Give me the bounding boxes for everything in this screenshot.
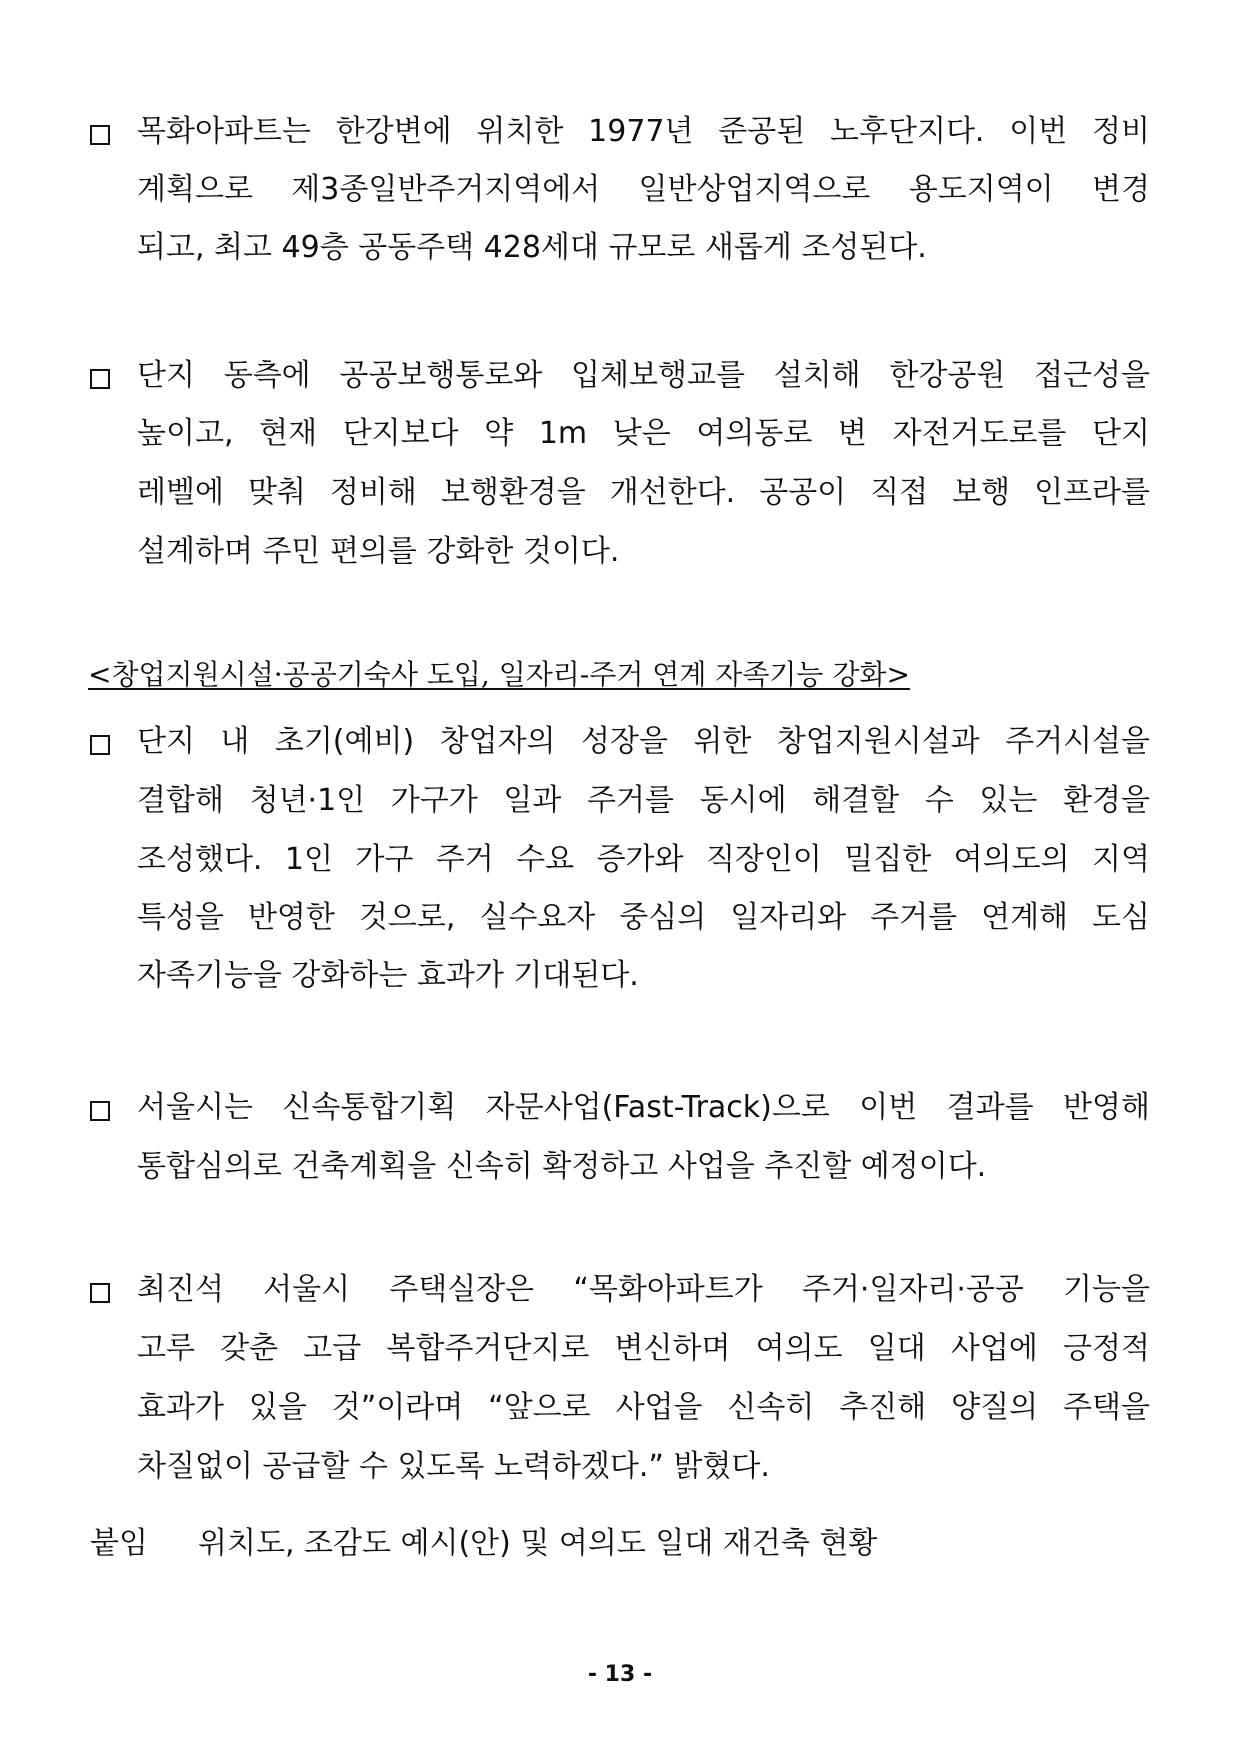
paragraph-line: 자족기능을 강화하는 효과가 기대된다. (137, 958, 639, 993)
page-number: - 13 - (587, 1662, 653, 1687)
paragraph-line: 계획으로 제3종일반주거지역에서 일반상업지역으로 용도지역이 변경 (137, 172, 1150, 207)
paragraph-line: 단지 내 초기(예비) 창업자의 성장을 위한 창업지원시설과 주거시설을 (137, 724, 1150, 759)
paragraph-line: 결합해 청년·1인 가구가 일과 주거를 동시에 해결할 수 있는 환경을 (137, 783, 1150, 818)
attachment-line (90, 1524, 877, 1564)
checkbox-bullet-icon (90, 1283, 110, 1303)
paragraph-line: 단지 동측에 공공보행통로와 입체보행교를 설치해 한강공원 접근성을 (137, 358, 1150, 393)
paragraph-line: 서울시는 신속통합기획 자문사업(Fast-Track)으로 이번 결과를 반영해 (137, 1090, 1150, 1125)
paragraph-line: 높이고, 현재 단지보다 약 1m 낮은 여의동로 변 자전거도로를 단지 (137, 416, 1150, 451)
checkbox-bullet-icon (90, 1101, 110, 1121)
checkbox-bullet-icon (90, 369, 110, 389)
paragraph-line: 효과가 있을 것”이라며 “앞으로 사업을 신속히 추진해 양질의 주택을 (137, 1390, 1150, 1425)
paragraph-line: 특성을 반영한 것으로, 실수요자 중심의 일자리와 주거를 연계해 도심 (137, 900, 1150, 935)
paragraph-line: 통합심의로 건축계획을 신속히 확정하고 사업을 추진할 예정이다. (137, 1149, 987, 1184)
paragraph-line: 목화아파트는 한강변에 위치한 1977년 준공된 노후단지다. 이번 정비 (137, 114, 1150, 149)
paragraph-line: 레벨에 맞춰 정비해 보행환경을 개선한다. 공공이 직접 보행 인프라를 (137, 475, 1150, 510)
attachment-text: 위치도, 조감도 예시(안) 및 여의도 일대 재건축 현황 (198, 1526, 878, 1561)
section-heading: <창업지원시설·공공기숙사 도입, 일자리-주거 연계 자족기능 강화> (88, 658, 910, 691)
checkbox-bullet-icon (90, 125, 110, 145)
paragraph-line: 고루 갖춘 고급 복합주거단지로 변신하며 여의도 일대 사업에 긍정적 (137, 1331, 1150, 1366)
attachment-label: 붙임 (90, 1526, 148, 1561)
paragraph-line: 되고, 최고 49층 공동주택 428세대 규모로 새롭게 조성된다. (137, 230, 927, 265)
paragraph-line: 설계하며 주민 편의를 강화한 것이다. (137, 534, 620, 569)
checkbox-bullet-icon (90, 735, 110, 755)
paragraph-line: 차질없이 공급할 수 있도록 노력하겠다.” 밝혔다. (137, 1449, 770, 1484)
paragraph-line: 조성했다. 1인 가구 주거 수요 증가와 직장인이 밀집한 여의도의 지역 (137, 842, 1150, 877)
paragraph-line: 최진석 서울시 주택실장은 “목화아파트가 주거·일자리·공공 기능을 (137, 1272, 1150, 1307)
